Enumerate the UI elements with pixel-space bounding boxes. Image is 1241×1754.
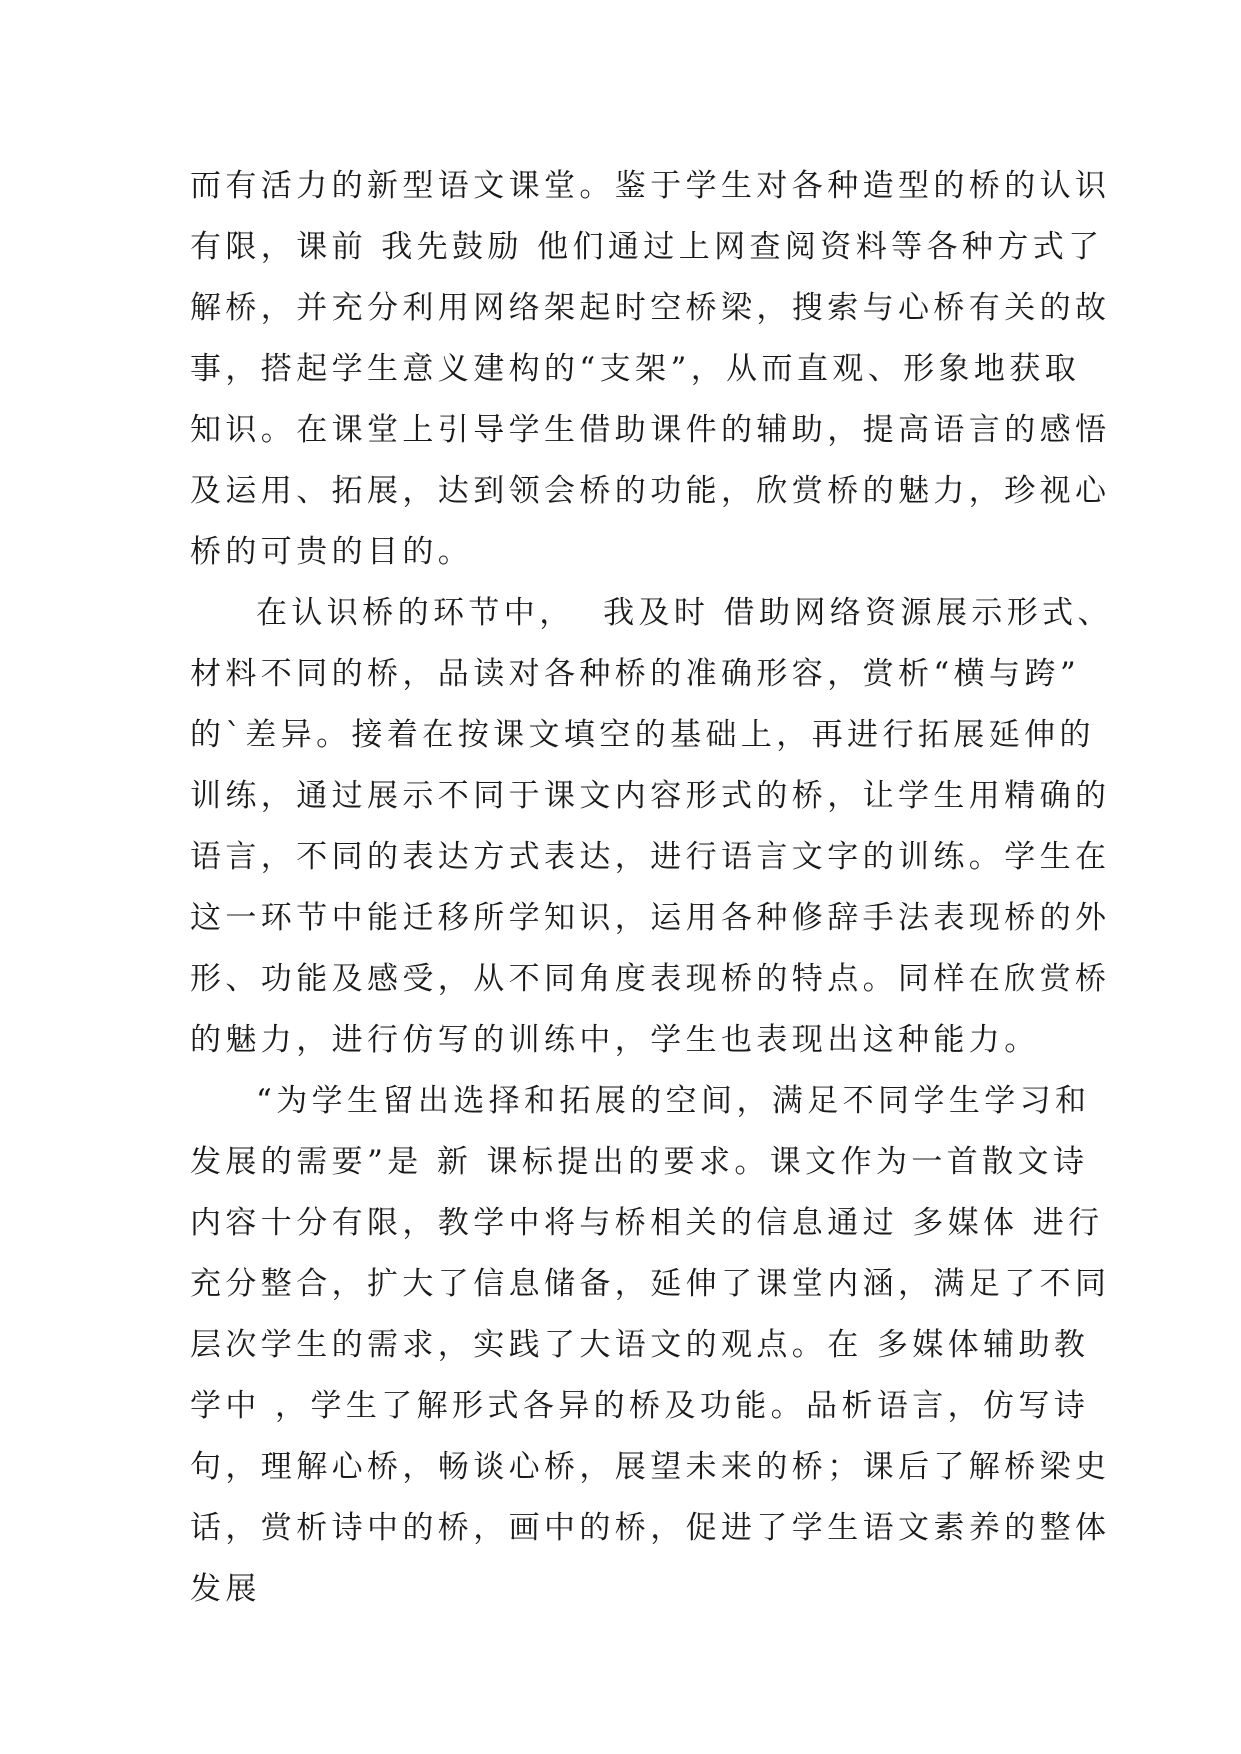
- text-line: 及运用、拓展，达到领会桥的功能，欣赏桥的魅力，珍视心: [190, 473, 1111, 509]
- document-body: [190, 156, 1113, 1620]
- text-line: “为学生留出选择和拓展的空间，满足不同学生学习和: [256, 1083, 1091, 1119]
- paragraph: [190, 583, 1113, 1071]
- text-line: 训练，通过展示不同于课文内容形式的桥，让学生用精确的: [190, 778, 1111, 814]
- text-line: 而有活力的新型语文课堂。鉴于学生对各种造型的桥的认识: [190, 168, 1111, 204]
- text-line: 形、功能及感受，从不同角度表现桥的特点。同样在欣赏桥: [190, 961, 1111, 997]
- text-line: 桥的可贵的目的。: [190, 534, 474, 570]
- text-line: 语言，不同的表达方式表达，进行语言文字的训练。学生在: [190, 839, 1111, 875]
- text-line: 发展的需要”是 新 课标提出的要求。课文作为一首散文诗: [190, 1144, 1089, 1180]
- text-line: 的魅力，进行仿写的训练中，学生也表现出这种能力。: [190, 1022, 1040, 1058]
- paragraph: [190, 156, 1111, 583]
- paragraph: [190, 1071, 1111, 1620]
- text-line: 解桥，并充分利用网络架起时空桥梁，搜索与心桥有关的故: [190, 290, 1111, 326]
- text-line: 在认识桥的环节中， 我及时 借助网络资源展示形式、: [256, 595, 1113, 631]
- text-line: 发展: [190, 1571, 261, 1607]
- text-line: 知识。在课堂上引导学生借助课件的辅助，提高语言的感悟: [190, 412, 1111, 448]
- text-line: 充分整合，扩大了信息储备，延伸了课堂内涵，满足了不同: [190, 1266, 1111, 1302]
- text-line: 的`差异。接着在按课文填空的基础上，再进行拓展延伸的: [190, 717, 1095, 753]
- text-line: 这一环节中能迁移所学知识，运用各种修辞手法表现桥的外: [190, 900, 1111, 936]
- text-line: 内容十分有限，教学中将与桥相关的信息通过 多媒体 进行: [190, 1205, 1104, 1241]
- text-line: 有限，课前 我先鼓励 他们通过上网查阅资料等各种方式了: [190, 229, 1104, 265]
- text-line: 事，搭起学生意义建构的“支架”，从而直观、形象地获取: [190, 351, 1081, 387]
- text-line: 材料不同的桥，品读对各种桥的准确形容，赏析“横与跨”: [190, 656, 1081, 692]
- text-line: 层次学生的需求，实践了大语文的观点。在 多媒体辅助教: [190, 1327, 1090, 1363]
- text-line: 句，理解心桥，畅谈心桥，展望未来的桥；课后了解桥梁史: [190, 1449, 1111, 1485]
- text-line: 学中 ，学生了解形式各异的桥及功能。品析语言，仿写诗: [190, 1388, 1090, 1424]
- text-line: 话，赏析诗中的桥，画中的桥，促进了学生语文素养的整体: [190, 1510, 1111, 1546]
